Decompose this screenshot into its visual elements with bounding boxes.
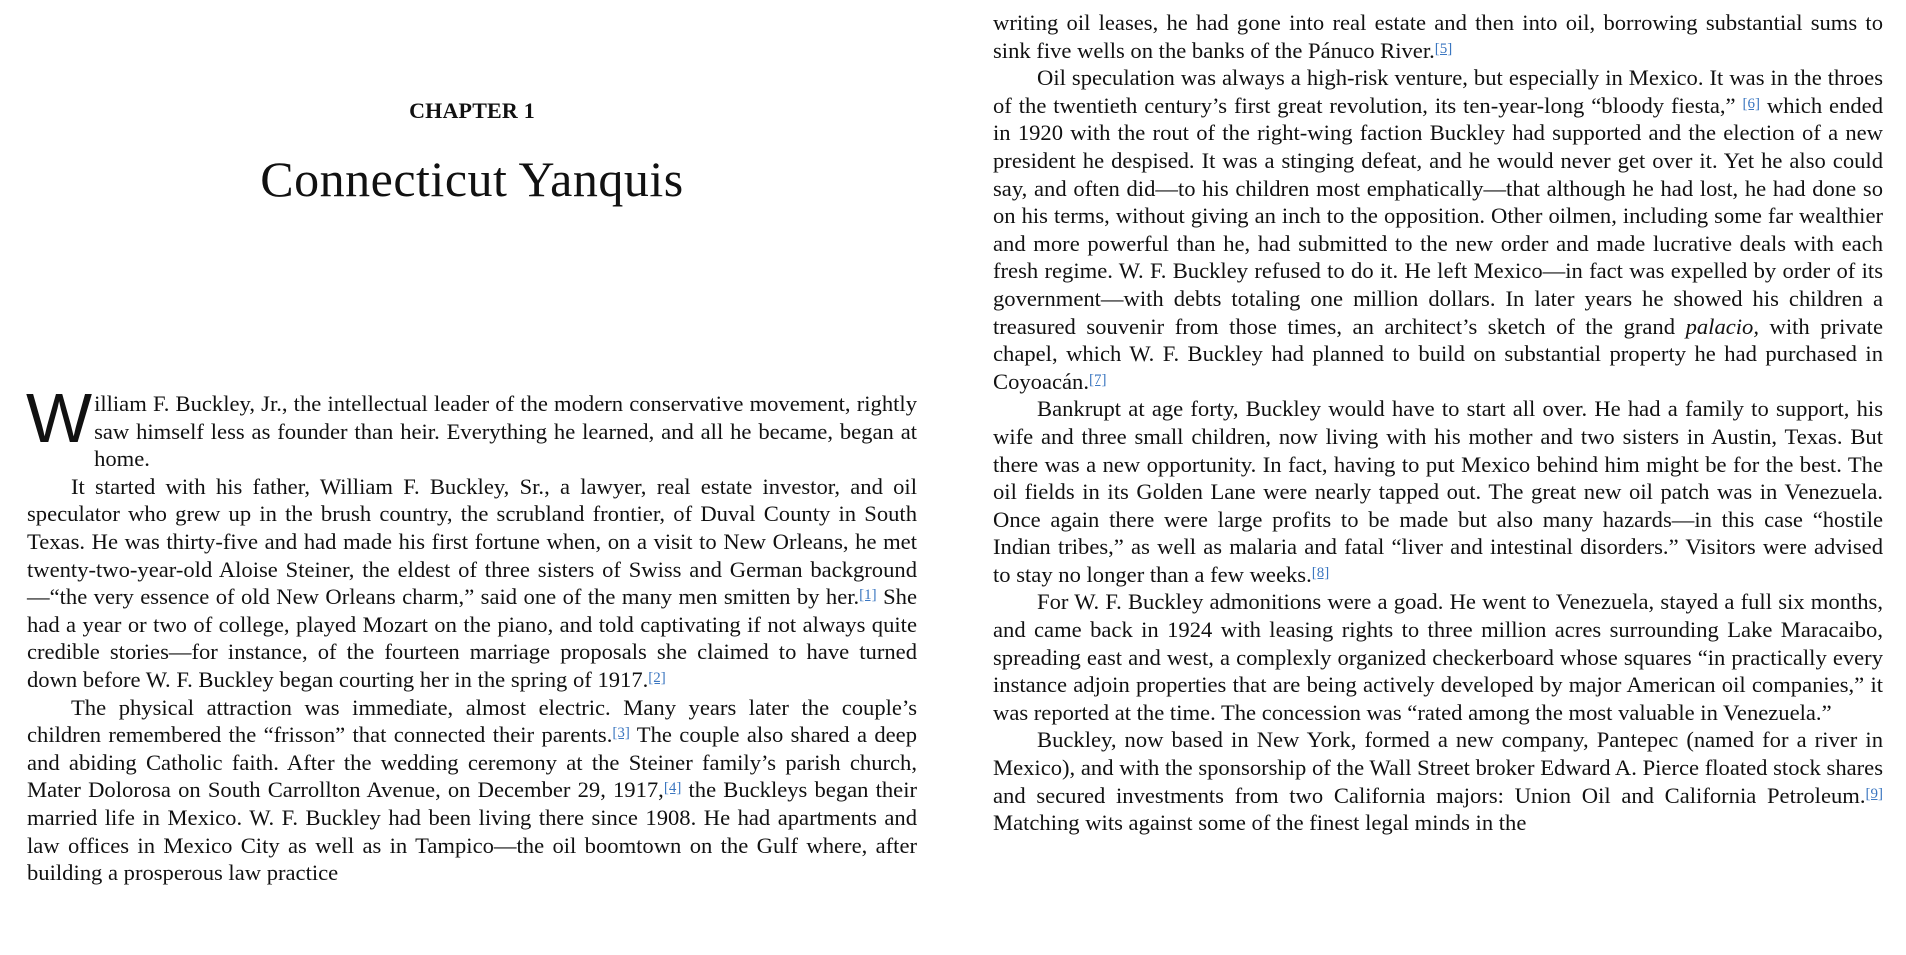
paragraph-text: The physical attraction was immediate, almost electric. Many years later the couple’s children remembered the “frisson” that connected their parents. bbox=[27, 694, 917, 748]
paragraph-text: with private chapel, which W. F. Buckley had planned to build on substantial property he had purchased in Coyoacán. bbox=[993, 313, 1883, 394]
paragraph-text: the Buckleys began their married life in Mexico. W. F. Buckley had been living there since 1908. He had apartments and law offices in Mexico City as well as in Tampico—the oil boomtown on the Gulf where, after building a prosperous law practice bbox=[27, 777, 917, 886]
paragraph-1 bbox=[26, 379, 917, 473]
chapter-title: Connecticut Yanquis bbox=[260, 151, 684, 207]
paragraph-bankrupt bbox=[993, 395, 1883, 588]
chapter-label: CHAPTER 1 bbox=[409, 98, 535, 123]
drop-cap: W bbox=[26, 379, 93, 457]
footnote-link-5[interactable]: [5] bbox=[1434, 40, 1453, 57]
footnote-link-1[interactable]: [1] bbox=[859, 587, 877, 604]
paragraph-3 bbox=[27, 694, 917, 887]
paragraph-text: The couple also shared a deep and abiding Catholic faith. After the wedding ceremony at the Steiner family’s parish church, Mater Dolorosa on South Carrollton Avenue, on December 29, 1917, bbox=[27, 722, 917, 803]
paragraph-text: writing oil leases, he had gone into real estate and then into oil, borrowing substantial sums to sink five wells on the banks of the Pánuco River. bbox=[993, 10, 1883, 63]
paragraph-text: She had a year or two of college, played Mozart on the piano, and told captivating if not always quite credible stories—for instance, of the fourteen marriage proposals she claimed to have turned down before W. F. Buckley began courting her in the spring of 1917. bbox=[27, 584, 917, 692]
paragraph-oil-speculation bbox=[993, 64, 1883, 395]
paragraph-text: Buckley, now based in New York, formed a new company, Pantepec (named for a river in Mexico), and with the sponsorship of the Wall Street broker Edward A. Pierce floated stock shares and secured investments from two California majors: Union Oil and California Petroleum. bbox=[993, 727, 1883, 808]
paragraph-continued bbox=[993, 9, 1883, 64]
footnote-link-8[interactable]: [8] bbox=[1311, 564, 1330, 581]
paragraph-text: which ended in 1920 with the rout of the right-wing faction Buckley had supported and the election of a new president he despised. It was a stinging defeat, and he would never get over it. Yet he also could say, and often did—to his children most emphatically—that although he had lost, he had done so on his terms, without giving an inch to the opposition. Other oilmen, including some far wealthier and more powerful than he, had submitted to the new order and made lucrative deals with each fresh regime. W. F. Buckley refused to do it. He left Mexico—in fact was expelled by order of its government—with debts totaling one million dollars. In later years he showed his children a treasured souvenir from those times, an architect’s sketch of the grand bbox=[993, 92, 1884, 339]
right-page bbox=[993, 0, 1883, 955]
footnote-link-3[interactable]: [3] bbox=[612, 725, 630, 742]
paragraph-text: For W. F. Buckley admonitions were a goad. He went to Venezuela, stayed a full six months, and came back in 1924 with leasing rights to three million acres surrounding Lake Maracaibo, spreading east and west, a complexly organized checkerboard whose squares “in practically every instance adjoin properties that are being actively developed by major American oil companies,” it was reported at the time. The concession was “rated among the most valuable in Venezuela.” bbox=[993, 589, 1883, 725]
footnote-link-7[interactable]: [7] bbox=[1089, 371, 1107, 388]
paragraph-pantepec bbox=[993, 726, 1883, 836]
paragraph-text: Bankrupt at age forty, Buckley would have to start all over. He had a family to support, his wife and three small children, now living with his mother and two sisters in Austin, Texas. But there was a new opportunity. In fact, having to put Mexico behind him might be for the best. The oil fields in its Golden Lane were nearly tapped out. The great new oil patch was in Venezuela. Once again there were large profits to be made but also many hazards—in this case “hostile Indian tribes,” as well as malaria and fatal “liver and intestinal disorders.” Visitors were advised to stay no longer than a few weeks. bbox=[993, 396, 1883, 587]
right-page-body bbox=[993, 9, 1883, 837]
left-page bbox=[27, 0, 917, 955]
paragraph-text: Matching wits against some of the finest legal minds in the bbox=[993, 810, 1527, 836]
italic-word: palacio, bbox=[1685, 313, 1759, 339]
paragraph-text: Oil speculation was always a high-risk venture, but especially in Mexico. It was in the throes of the twentieth century’s first great revolution, its ten-year-long “bloody fiesta,” bbox=[993, 65, 1883, 118]
footnote-link-2[interactable]: [2] bbox=[648, 669, 666, 686]
footnote-link-6[interactable]: [6] bbox=[1742, 95, 1760, 112]
footnote-link-4[interactable]: [4] bbox=[663, 780, 682, 797]
paragraph-2 bbox=[27, 473, 917, 694]
paragraph-text: It started with his father, William F. Buckley, Sr., a lawyer, real estate investor, and oil speculator who grew up in the brush country, the scrubland frontier, of Duval County in South Texas. He was thirty-five and had made his first fortune when, on a visit to New Orleans, he met twenty-two-year-old Aloise Steiner, the eldest of three sisters of Swiss and German background—“the very essence of old New Orleans charm,” said one of the many men smitten by her. bbox=[27, 473, 917, 610]
paragraph-venezuela bbox=[993, 588, 1883, 726]
paragraph-text: illiam F. Buckley, Jr., the intellectual leader of the modern conservative movement, rightly saw himself less as founder than heir. Everything he learned, and all he became, began at home. bbox=[94, 391, 917, 472]
footnote-link-9[interactable]: [9] bbox=[1865, 785, 1883, 802]
left-page-body bbox=[26, 379, 917, 887]
